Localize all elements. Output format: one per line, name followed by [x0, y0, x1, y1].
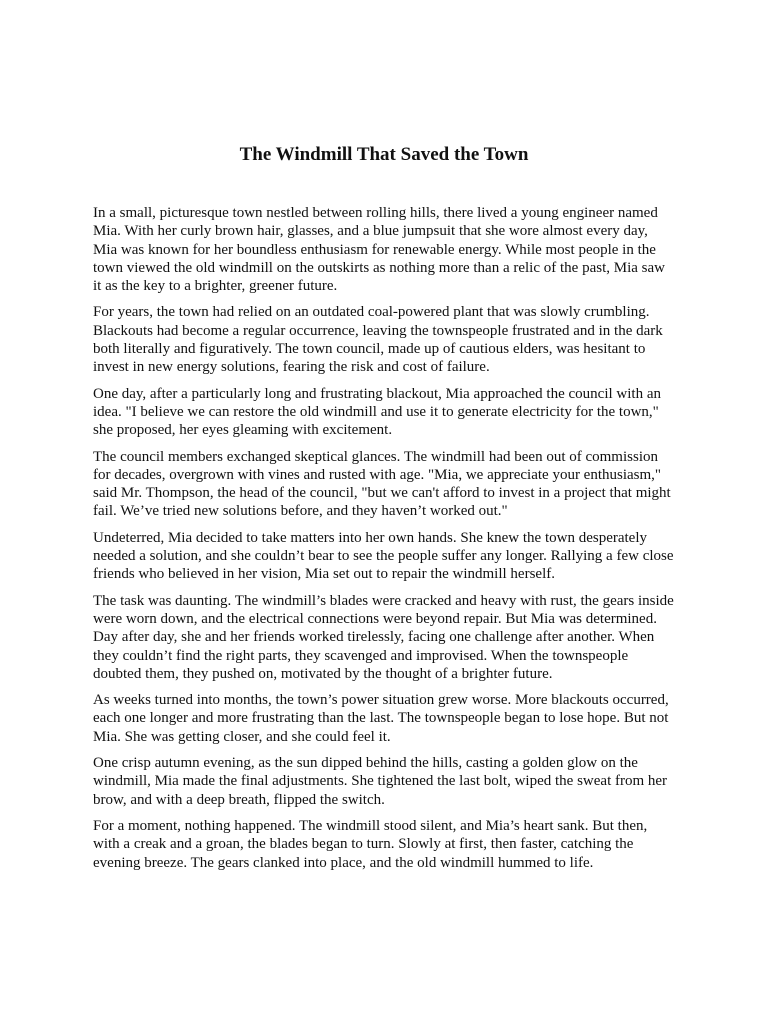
- paragraph: One crisp autumn evening, as the sun dipped behind the hills, casting a golden glow on the windmill, Mia made the final adjustments. She tightened the last bolt, wiped the sweat from her brow, and with a deep breath, flipped the switch.: [93, 755, 668, 808]
- paragraph: As weeks turned into months, the town’s power situation grew worse. More blackouts occurred, each one longer and more frustrating than the last. The townspeople began to lose hope. But not Mia. She was getting closer, and she could feel it.: [93, 692, 669, 745]
- paragraph: One day, after a particularly long and frustrating blackout, Mia approached the council with an idea. "I believe we can restore the old windmill and use it to generate electricity for the town," she proposed, her eyes gleaming with excitement.: [93, 385, 661, 439]
- paragraph: The task was daunting. The windmill’s blades were cracked and heavy with rust, the gears inside were worn down, and the electrical connections were beyond repair. But Mia was determined. Day after day, she and her friends worked tirelessly, facing one challenge after another. When they couldn’t find the right parts, they scavenged and improvised. When the townspeople doubted them, they pushed on, motivated by the thought of a brighter future.: [93, 592, 674, 682]
- paragraph: The council members exchanged skeptical glances. The windmill had been out of commission for decades, overgrown with vines and rusted with age. "Mia, we appreciate your enthusiasm," said Mr. Thompson, the head of the council, "but we can't afford to invest in a project that might fail. We’ve tried new solutions before, and they haven’t worked out.": [93, 448, 671, 520]
- paragraph: For years, the town had relied on an outdated coal-powered plant that was slowly crumbling. Blackouts had become a regular occurrence, leaving the townspeople frustrated and in the dark both literally and figuratively. The town council, made up of cautious elders, was hesitant to invest in new energy solutions, fearing the risk and cost of failure.: [93, 304, 663, 376]
- paragraph: In a small, picturesque town nestled between rolling hills, there lived a young engineer named Mia. With her curly brown hair, glasses, and a blue jumpsuit that she wore almost every day, Mia was known for her boundless enthusiasm for renewable energy. While most people in the town viewed the old windmill on the outskirts as nothing more than a relic of the past, Mia saw it as the key to a brighter, greener future.: [93, 205, 665, 295]
- document-title: The Windmill That Saved the Town: [239, 144, 529, 165]
- paragraph: For a moment, nothing happened. The windmill stood silent, and Mia’s heart sank. But then, with a creak and a groan, the blades began to turn. Slowly at first, then faster, catching the evening breeze. The gears clanked into place, and the old windmill hummed to life.: [93, 817, 648, 871]
- document-body: [93, 204, 675, 880]
- paragraph: Undeterred, Mia decided to take matters into her own hands. She knew the town desperately needed a solution, and she couldn’t bear to see the people suffer any longer. Rallying a few close friends who believed in her vision, Mia set out to repair the windmill herself.: [93, 529, 674, 583]
